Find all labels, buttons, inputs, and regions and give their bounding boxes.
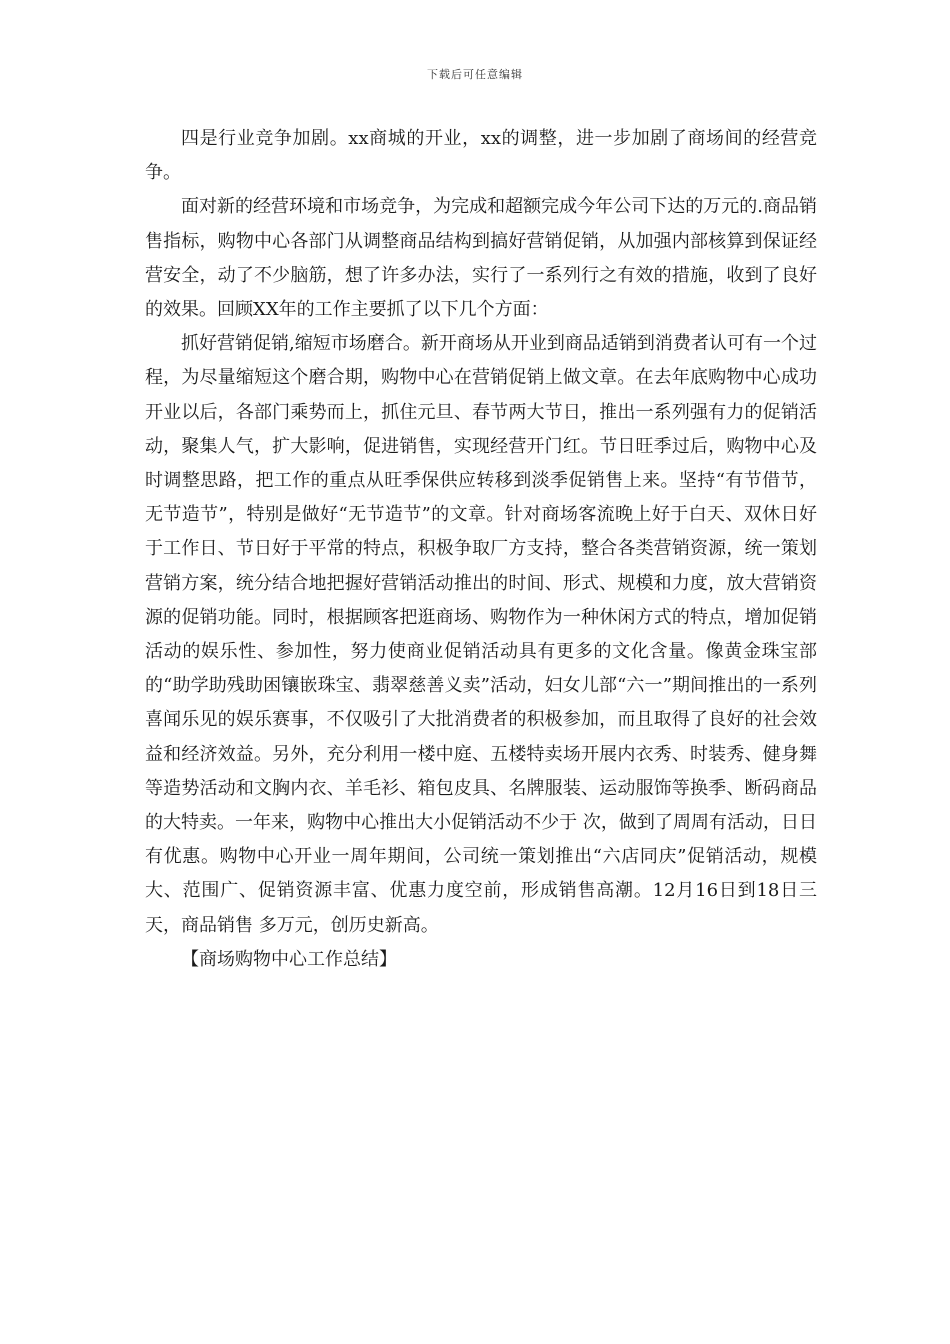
document-title-footer: 【商场购物中心工作总结】 <box>181 948 397 970</box>
paragraph-competition: 四是行业竞争加剧。xx商城的开业，xx的调整，进一步加剧了商场间的经营竞争。 <box>145 128 817 184</box>
paragraph-promotion: 抓好营销促销,缩短市场磨合。新开商场从开业到商品适销到消费者认可有一个过程，为尽量缩短这个磨合期，购物中心在营销促销上做文章。在去年底购物中心成功开业以后，各部门乘势而上，抓住元旦、春节两大节日，推出一系列强有力的促销活动，聚集人气，扩大影响，促进销售，实现经营开门红。节日旺季过后，购物中心及时调整思路，把工作的重点从旺季保供应转移到淡季促销售上来。坚持“有节借节，无节造节”，特别是做好“无节造节”的文章。针对商场客流晚上好于白天、双休日好于工作日、节日好于平常的特点，积极争取厂方支持，整合各类营销资源，统一策划营销方案，统分结合地把握好营销活动推出的时间、形式、规模和力度，放大营销资源的促销功能。同时，根据顾客把逛商场、购物作为一种休闲方式的特点，增加促销活动的娱乐性、参加性，努力使商业促销活动具有更多的文化含量。像黄金珠宝部的“助学助残助困镶嵌珠宝、翡翠慈善义卖”活动，妇女儿部“六一”期间推出的一系列喜闻乐见的娱乐赛事，不仅吸引了大批消费者的积极参加，而且取得了良好的社会效益和经济效益。另外，充分利用一楼中庭、五楼特卖场开展内衣秀、时装秀、健身舞等造势活动和文胸内衣、羊毛衫、箱包皮具、名牌服装、运动服饰等换季、断码商品的大特卖。一年来，购物中心推出大小促销活动不少于 次，做到了周周有活动，日日有优惠。购物中心开业一周年期间，公司统一策划推出“六店同庆”促销活动，规模大、范围广、促销资源丰富、优惠力度空前，形成销售高潮。12月16日到18日三天，商品销售 多万元，创历史新高。 <box>145 333 817 936</box>
page-header: 下载后可任意编辑 <box>427 68 523 81</box>
document-body <box>145 122 817 977</box>
paragraph-overview: 面对新的经营环境和市场竞争，为完成和超额完成今年公司下达的万元的.商品销售指标，购物中心各部门从调整商品结构到搞好营销促销，从加强内部核算到保证经营安全，动了不少脑筋，想了许多办法，实行了一系列行之有效的措施，收到了良好的效果。回顾XX年的工作主要抓了以下几个方面： <box>145 196 817 321</box>
